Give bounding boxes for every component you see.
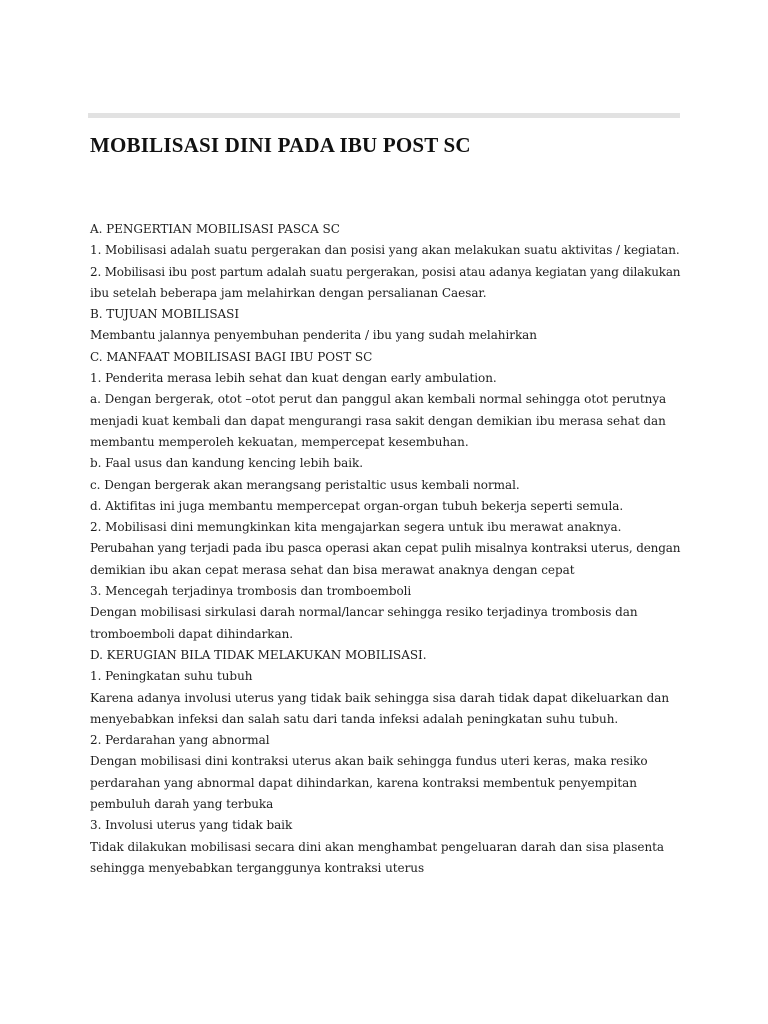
text-line: 1. Penderita merasa lebih sehat dan kuat dengan early ambulation.: [90, 371, 497, 386]
text-line: a. Dengan bergerak, otot –otot perut dan panggul akan kembali normal sehingga otot perutnya: [90, 392, 667, 407]
text-line: D. KERUGIAN BILA TIDAK MELAKUKAN MOBILISASI.: [90, 647, 427, 662]
text-line: c. Dengan bergerak akan merangsang peristaltic usus kembali normal.: [90, 477, 520, 492]
text-line: menyebabkan infeksi dan salah satu dari tanda infeksi adalah peningkatan suhu tubuh.: [90, 711, 619, 726]
text-line: A. PENGERTIAN MOBILISASI PASCA SC: [90, 222, 340, 236]
text-line: sehingga menyebabkan terganggunya kontraksi uterus: [90, 860, 425, 875]
page-title: MOBILISASI DINI PADA IBU POST SC: [90, 133, 471, 157]
text-line: Karena adanya involusi uterus yang tidak baik sehingga sisa darah tidak dapat dikeluarkan dan: [90, 690, 670, 705]
text-line: 2. Mobilisasi dini memungkinkan kita mengajarkan segera untuk ibu merawat anaknya.: [90, 520, 622, 535]
text-line: Perubahan yang terjadi pada ibu pasca operasi akan cepat pulih misalnya kontraksi uterus, dengan: [90, 541, 681, 556]
text-line: 3. Mencegah terjadinya trombosis dan tromboemboli: [90, 584, 412, 599]
text-line: Dengan mobilisasi dini kontraksi uterus akan baik sehingga fundus uteri keras, maka resiko: [90, 754, 648, 769]
text-line: membantu memperoleh kekuatan, mempercepat kesembuhan.: [90, 434, 469, 449]
text-line: menjadi kuat kembali dan dapat mengurangi rasa sakit dengan demikian ibu merasa sehat dan: [90, 413, 666, 428]
text-line: 3. Involusi uterus yang tidak baik: [90, 818, 293, 833]
top-divider: [88, 113, 680, 118]
text-line: b. Faal usus dan kandung kencing lebih baik.: [90, 456, 363, 471]
text-line: 2. Mobilisasi ibu post partum adalah suatu pergerakan, posisi atau adanya kegiatan yang dilakukan: [90, 264, 681, 279]
document-body: [90, 219, 680, 879]
text-line: ibu setelah beberapa jam melahirkan dengan persalianan Caesar.: [90, 285, 487, 300]
text-line: perdarahan yang abnormal dapat dihindarkan, karena kontraksi membentuk penyempitan: [90, 775, 637, 790]
text-line: C. MANFAAT MOBILISASI BAGI IBU POST SC: [90, 349, 373, 364]
text-line: Dengan mobilisasi sirkulasi darah normal/lancar sehingga resiko terjadinya trombosis dan: [90, 605, 638, 620]
text-line: 2. Perdarahan yang abnormal: [90, 733, 270, 748]
text-line: Membantu jalannya penyembuhan penderita / ibu yang sudah melahirkan: [90, 328, 537, 343]
text-line: 1. Mobilisasi adalah suatu pergerakan dan posisi yang akan melakukan suatu aktivitas / kegiatan.: [90, 243, 680, 258]
text-line: tromboemboli dapat dihindarkan.: [90, 626, 294, 641]
text-line: B. TUJUAN MOBILISASI: [90, 307, 240, 322]
text-line: Tidak dilakukan mobilisasi secara dini akan menghambat pengeluaran darah dan sisa plasenta: [90, 839, 665, 854]
text-line: 1. Peningkatan suhu tubuh: [90, 669, 253, 684]
text-line: demikian ibu akan cepat merasa sehat dan bisa merawat anaknya dengan cepat: [90, 562, 575, 577]
text-line: d. Aktifitas ini juga membantu mempercepat organ-organ tubuh bekerja seperti semula.: [90, 498, 624, 513]
text-line: pembuluh darah yang terbuka: [90, 797, 274, 812]
